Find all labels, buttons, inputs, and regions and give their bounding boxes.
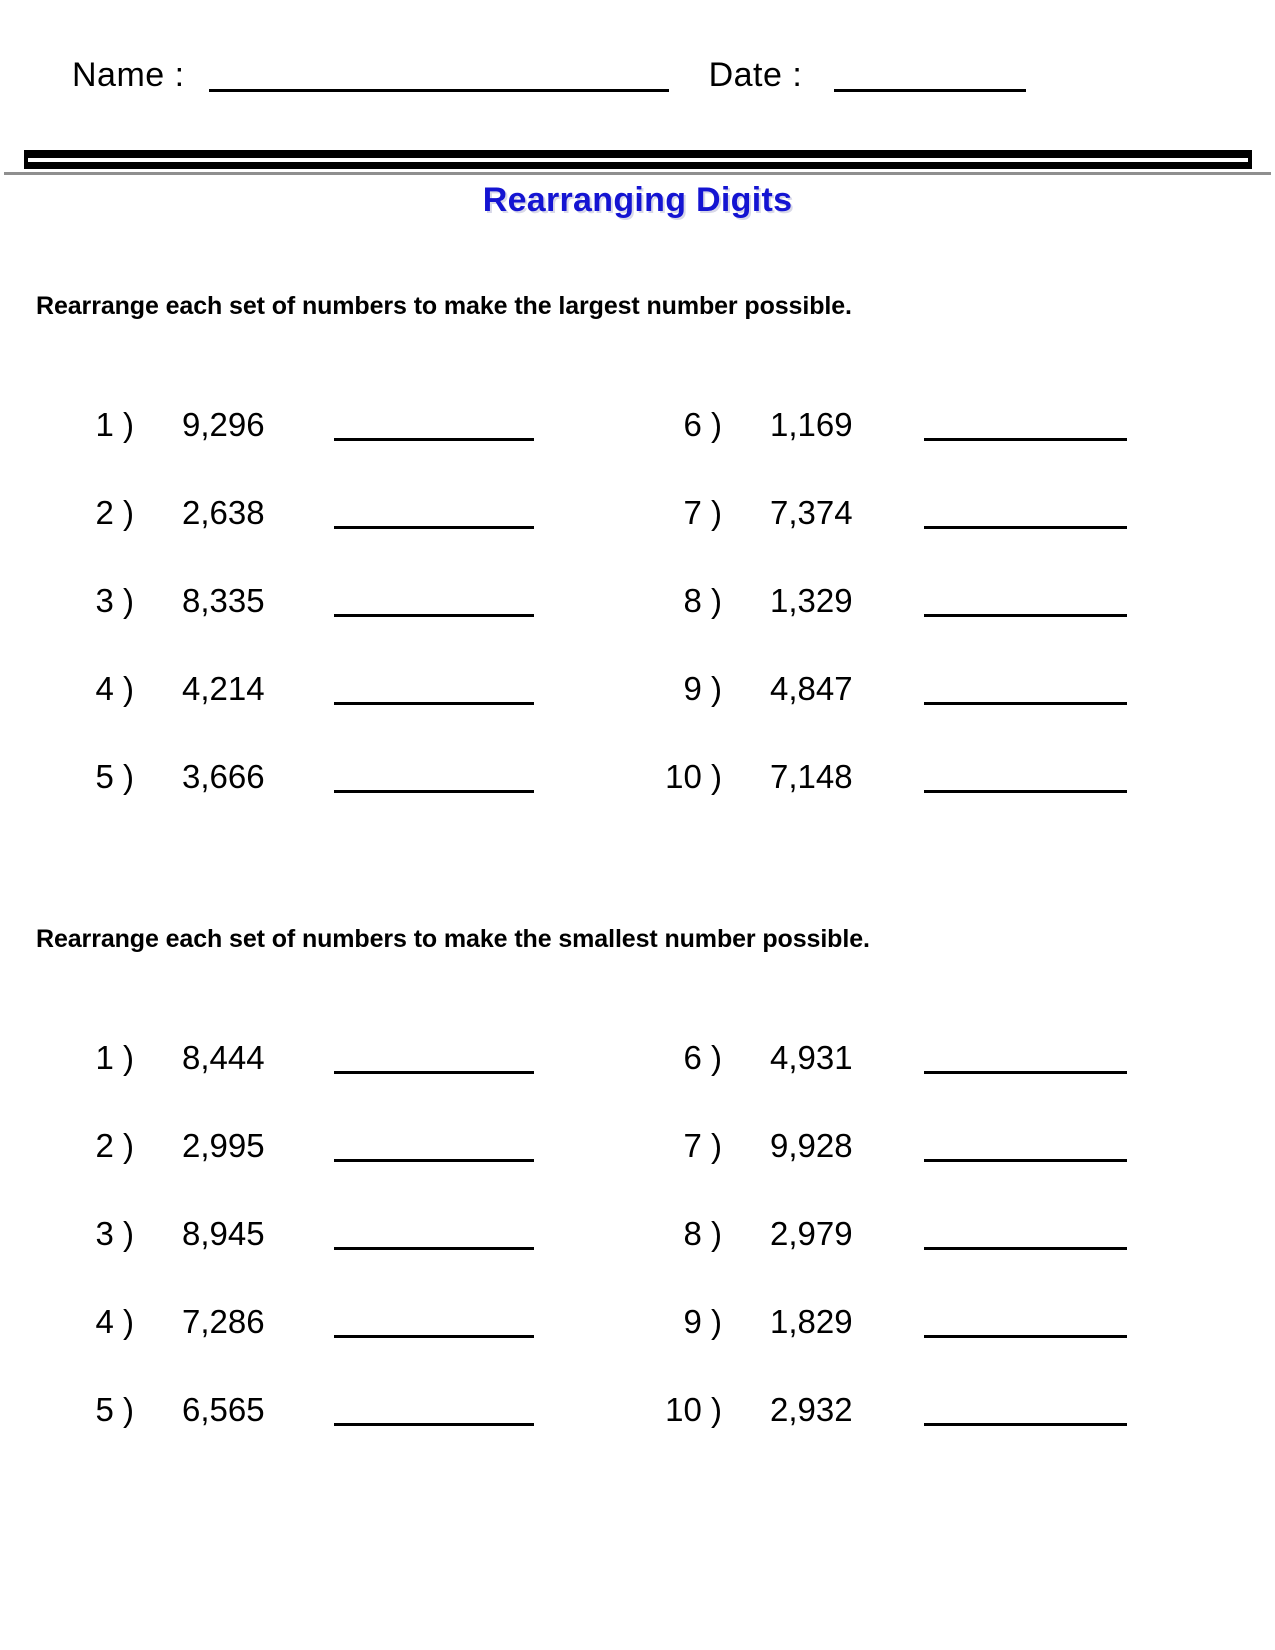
answer-line[interactable]: [924, 790, 1127, 793]
problem-value: 2,638: [182, 494, 265, 531]
date-write-line[interactable]: [834, 89, 1026, 92]
problem-value: 9,928: [770, 1127, 853, 1164]
problem-number: 9 ): [683, 1303, 722, 1340]
problem-row: [48, 557, 628, 645]
problem-row: [48, 381, 628, 469]
name-write-line[interactable]: [209, 89, 669, 92]
problem-number: 7 ): [683, 494, 722, 531]
problem-row: [48, 1366, 628, 1454]
problem-row: [48, 469, 628, 557]
divider-thick-bar: [24, 150, 1252, 169]
page-title: Rearranging Digits: [482, 181, 793, 219]
problem-number: 2 ): [95, 1127, 134, 1164]
problem-value: 9,296: [182, 406, 265, 443]
problem-row: [48, 733, 628, 821]
answer-line[interactable]: [924, 614, 1127, 617]
problem-value: 3,666: [182, 758, 265, 795]
problem-row: [48, 645, 628, 733]
problem-row: [628, 469, 1208, 557]
problem-value: 4,847: [770, 670, 853, 707]
problem-number: 4 ): [95, 1303, 134, 1340]
problem-value: 8,335: [182, 582, 265, 619]
answer-line[interactable]: [334, 614, 534, 617]
worksheet-header: [0, 44, 1275, 106]
problem-value: 4,931: [770, 1039, 853, 1076]
answer-line[interactable]: [924, 526, 1127, 529]
answer-line[interactable]: [334, 1247, 534, 1250]
answer-line[interactable]: [924, 1335, 1127, 1338]
date-label: Date :: [708, 55, 803, 94]
problem-grid-largest: [0, 381, 1275, 821]
instruction-largest: Rearrange each set of numbers to make the largest number possible.: [36, 292, 852, 320]
answer-line[interactable]: [924, 702, 1127, 705]
problem-value: 2,979: [770, 1215, 853, 1252]
problem-number: 1 ): [95, 1039, 134, 1076]
problem-number: 10 ): [665, 758, 722, 795]
problem-row: [628, 381, 1208, 469]
section-smallest: [0, 925, 1275, 1454]
problem-value: 8,945: [182, 1215, 265, 1252]
problem-number: 5 ): [95, 758, 134, 795]
problem-row: [628, 645, 1208, 733]
problem-row: [628, 1366, 1208, 1454]
problem-number: 4 ): [95, 670, 134, 707]
answer-line[interactable]: [334, 702, 534, 705]
problem-number: 1 ): [95, 406, 134, 443]
problem-row: [628, 733, 1208, 821]
problem-row: [628, 557, 1208, 645]
problem-row: [48, 1102, 628, 1190]
answer-line[interactable]: [924, 1159, 1127, 1162]
name-label: Name :: [72, 55, 185, 94]
problem-number: 2 ): [95, 494, 134, 531]
instruction-smallest: Rearrange each set of numbers to make the smallest number possible.: [36, 925, 870, 953]
problem-value: 4,214: [182, 670, 265, 707]
problem-row: [48, 1190, 628, 1278]
answer-line[interactable]: [924, 1071, 1127, 1074]
problem-number: 8 ): [683, 1215, 722, 1252]
problem-row: [628, 1278, 1208, 1366]
answer-line[interactable]: [334, 438, 534, 441]
problem-row: [628, 1014, 1208, 1102]
problem-number: 6 ): [683, 406, 722, 443]
answer-line[interactable]: [924, 438, 1127, 441]
problem-row: [628, 1102, 1208, 1190]
problem-value: 1,829: [770, 1303, 853, 1340]
answer-line[interactable]: [334, 1159, 534, 1162]
problem-row: [628, 1190, 1208, 1278]
problem-value: 7,286: [182, 1303, 265, 1340]
problem-value: 7,374: [770, 494, 853, 531]
problem-value: 2,995: [182, 1127, 265, 1164]
problem-number: 3 ): [95, 1215, 134, 1252]
problem-value: 1,329: [770, 582, 853, 619]
problem-value: 8,444: [182, 1039, 265, 1076]
problem-number: 8 ): [683, 582, 722, 619]
problem-number: 7 ): [683, 1127, 722, 1164]
answer-line[interactable]: [924, 1423, 1127, 1426]
problem-value: 2,932: [770, 1391, 853, 1428]
divider-thin-line: [4, 172, 1271, 175]
answer-line[interactable]: [334, 1071, 534, 1074]
answer-line[interactable]: [334, 526, 534, 529]
problem-grid-smallest: [0, 1014, 1275, 1454]
problem-number: 10 ): [665, 1391, 722, 1428]
problem-value: 1,169: [770, 406, 853, 443]
answer-line[interactable]: [334, 1335, 534, 1338]
problem-row: [48, 1014, 628, 1102]
problem-value: 6,565: [182, 1391, 265, 1428]
problem-value: 7,148: [770, 758, 853, 795]
answer-line[interactable]: [334, 790, 534, 793]
answer-line[interactable]: [334, 1423, 534, 1426]
answer-line[interactable]: [924, 1247, 1127, 1250]
problem-number: 5 ): [95, 1391, 134, 1428]
problem-number: 3 ): [95, 582, 134, 619]
problem-number: 6 ): [683, 1039, 722, 1076]
problem-row: [48, 1278, 628, 1366]
section-largest: [0, 292, 1275, 821]
problem-number: 9 ): [683, 670, 722, 707]
